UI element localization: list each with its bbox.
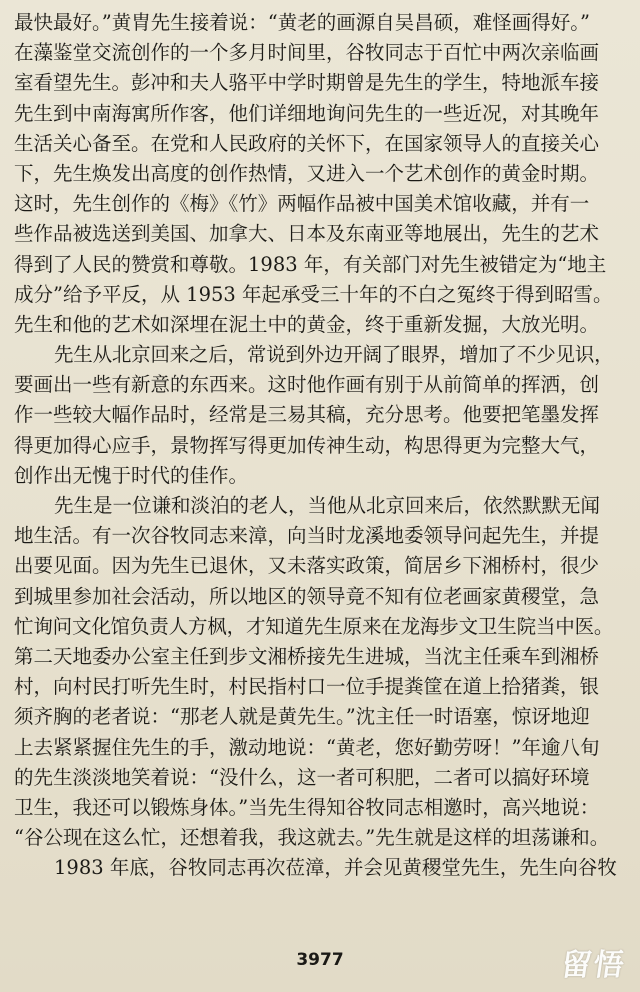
text-line-25: 上去紧紧握住先生的手，激动地说：“黄老，您好勤劳呀！”年逾八旬 bbox=[14, 735, 600, 759]
text-line-22: 第二天地委办公室主任到步文湘桥接先生进城，当沈主任乘车到湘桥 bbox=[14, 644, 600, 668]
text-line-12: 先生从北京回来之后，常说到外边开阔了眼界，增加了不少见识， bbox=[54, 343, 614, 367]
page-number: 3977 bbox=[296, 950, 344, 970]
text-line-11: 先生和他的艺术如深埋在泥土中的黄金，终于重新发掘，大放光明。 bbox=[14, 312, 600, 336]
text-line-24: 须齐胸的老者说：“那老人就是黄先生。”沈主任一时语塞，惊讶地迎 bbox=[14, 705, 590, 729]
text-line-15: 得更加得心应手，景物挥写得更加传神生动，构思得更为完整大气， bbox=[14, 433, 600, 457]
text-line-2: 在藻鉴堂交流创作的一个多月时间里，谷牧同志于百忙中两次亲临画 bbox=[14, 41, 600, 65]
watermark-logo: 留悟 bbox=[559, 948, 628, 983]
text-line-21: 忙询问文化馆负责人方枫，才知道先生原来在龙海步文卫生院当中医。 bbox=[14, 614, 614, 638]
text-line-26: 的先生淡淡地笑着说：“没什么，这一者可积肥，二者可以搞好环境 bbox=[14, 765, 590, 789]
text-line-29: 1983 年底，谷牧同志再次莅漳，并会见黄稷堂先生，先生向谷牧 bbox=[54, 856, 617, 880]
text-line-13: 要画出一些有新意的东西来。这时他作画有别于从前简单的挥洒，创 bbox=[14, 373, 600, 397]
text-line-4: 先生到中南海寓所作客，他们详细地询问先生的一些近况，对其晚年 bbox=[14, 101, 600, 125]
text-line-16: 创作出无愧于时代的佳作。 bbox=[14, 463, 249, 487]
page-body bbox=[14, 8, 617, 883]
text-line-20: 到城里参加社会活动，所以地区的领导竟不知有位老画家黄稷堂，急 bbox=[14, 584, 600, 608]
text-line-9: 得到了人民的赞赏和尊敬。1983 年，有关部门对先生被错定为“地主 bbox=[14, 252, 607, 276]
text-line-17: 先生是一位谦和淡泊的老人，当他从北京回来后，依然默默无闻 bbox=[54, 494, 601, 517]
text-line-10: 成分”给予平反，从 1953 年起承受三十年的不白之冤终于得到昭雪。 bbox=[14, 282, 613, 306]
text-line-23: 村，向村民打听先生时，村民指村口一位手提粪筐在道上拾猪粪，银 bbox=[14, 675, 600, 699]
text-line-27: 卫生，我还可以锻炼身体。”当先生得知谷牧同志相邀时，高兴地说： bbox=[14, 795, 600, 819]
text-line-1: 最快最好。”黄胄先生接着说：“黄老的画源自吴昌硕，难怪画得好。” bbox=[14, 11, 590, 34]
text-line-28: “谷公现在这么忙，还想着我，我这就去。”先生就是这样的坦荡谦和。 bbox=[14, 826, 610, 850]
text-line-18: 地生活。有一次谷牧同志来漳，向当时龙溪地委领导问起先生，并提 bbox=[14, 524, 600, 548]
text-line-6: 下，先生焕发出高度的创作热情，又进入一个艺术创作的黄金时期。 bbox=[14, 161, 600, 185]
text-line-14: 作一些较大幅作品时，经常是三易其稿，充分思考。他要把笔墨发挥 bbox=[14, 403, 600, 427]
text-line-5: 生活关心备至。在党和人民政府的关怀下，在国家领导人的直接关心 bbox=[14, 131, 600, 155]
text-line-3: 室看望先生。彭冲和夫人骆平中学时期曾是先生的学生，特地派车接 bbox=[14, 71, 600, 95]
text-line-8: 些作品被选送到美国、加拿大、日本及东南亚等地展出，先生的艺术 bbox=[14, 222, 600, 246]
text-line-7: 这时，先生创作的《梅》《竹》两幅作品被中国美术馆收藏，并有一 bbox=[14, 192, 590, 216]
text-line-19: 出要见面。因为先生已退休，又未落实政策，简居乡下湘桥村，很少 bbox=[14, 554, 600, 578]
